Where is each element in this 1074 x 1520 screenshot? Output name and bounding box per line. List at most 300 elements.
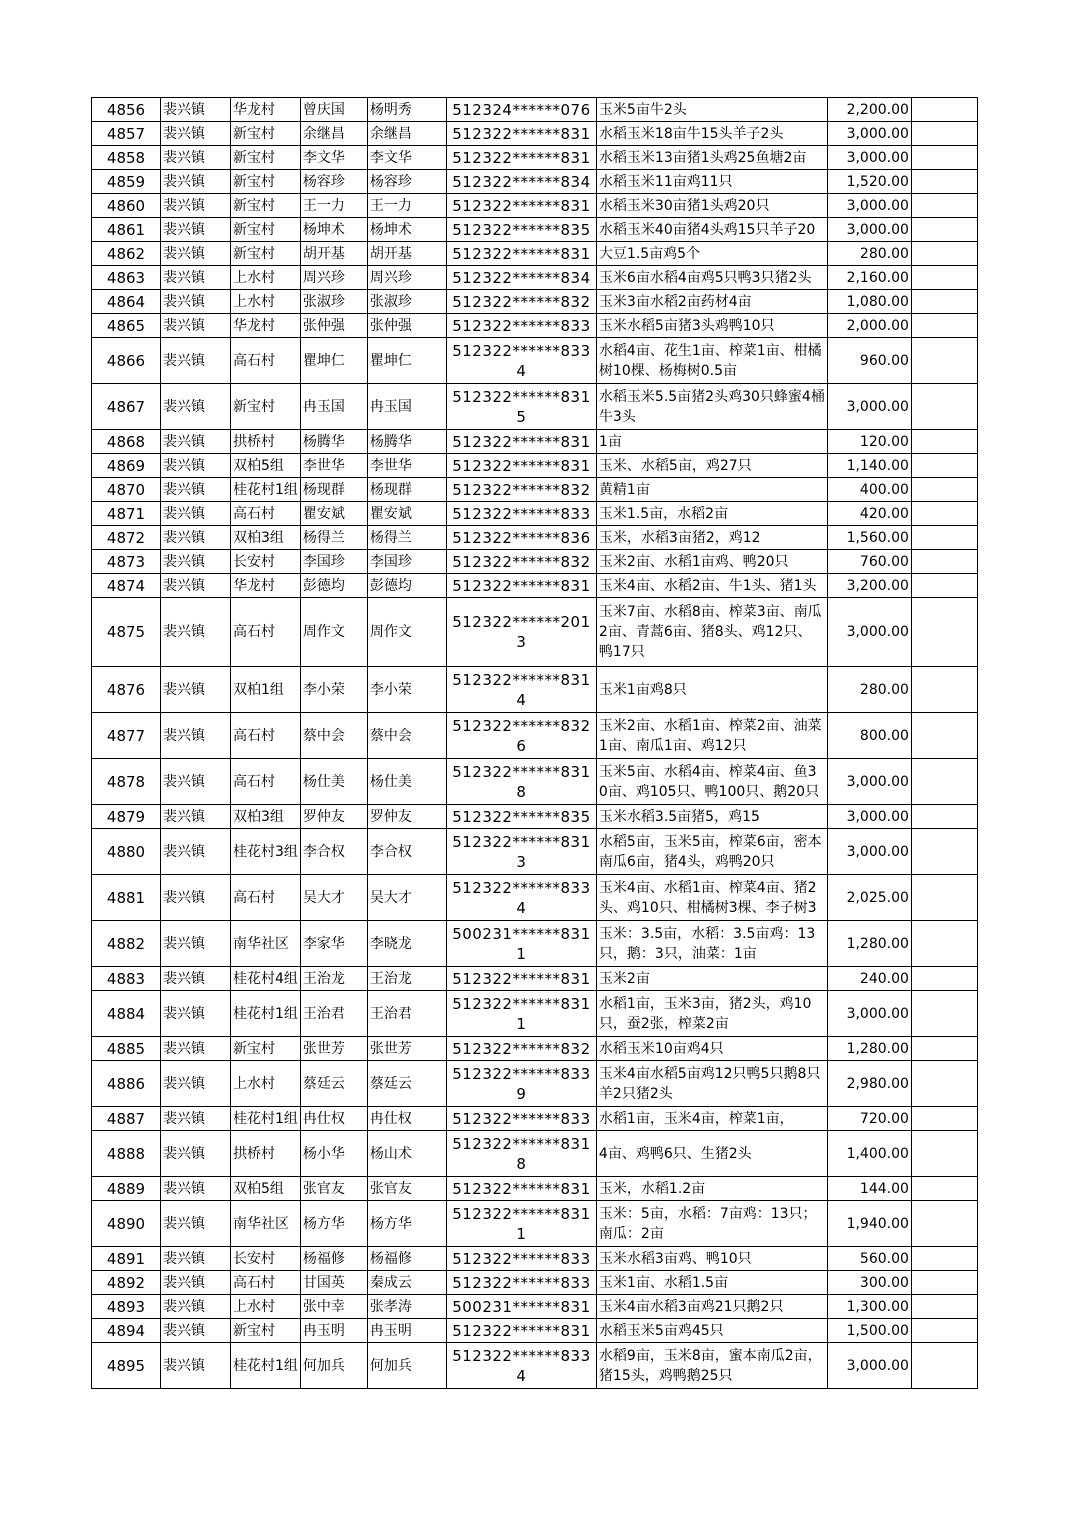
record-number: 4862 (92, 242, 161, 266)
table-row (92, 1177, 978, 1201)
town-cell: 裴兴镇 (161, 122, 231, 146)
town-cell: 裴兴镇 (161, 829, 231, 875)
record-number: 4857 (92, 122, 161, 146)
description-cell: 玉米、水稻5亩，鸡27只 (596, 454, 827, 478)
id-number-cell: 512322******833 (446, 314, 596, 338)
record-number: 4873 (92, 550, 161, 574)
amount-cell: 1,500.00 (827, 1319, 911, 1343)
description-cell: 玉米4亩、水稻2亩、牛1头、猪1头 (596, 574, 827, 598)
blank-cell (911, 218, 977, 242)
record-number: 4875 (92, 598, 161, 667)
amount-cell: 2,025.00 (827, 875, 911, 921)
household-name-cell: 瞿坤仁 (300, 338, 367, 384)
id-number-cell: 512322******8334 (446, 875, 596, 921)
household-name-cell: 瞿安斌 (300, 502, 367, 526)
town-cell: 裴兴镇 (161, 218, 231, 242)
blank-cell (911, 1295, 977, 1319)
description-cell: 玉米：3.5亩，水稻：3.5亩鸡：13只，鹅：3只，油菜：1亩 (596, 921, 827, 967)
id-number-cell: 512322******835 (446, 218, 596, 242)
amount-cell: 2,200.00 (827, 98, 911, 122)
table-row (92, 991, 978, 1037)
record-number: 4882 (92, 921, 161, 967)
payee-name-cell: 李晓龙 (367, 921, 446, 967)
id-number-cell: 512322******833 (446, 1271, 596, 1295)
household-name-cell: 杨福修 (300, 1247, 367, 1271)
payee-name-cell: 杨福修 (367, 1247, 446, 1271)
table-row (92, 218, 978, 242)
household-name-cell: 张中幸 (300, 1295, 367, 1319)
household-name-cell: 蔡中会 (300, 713, 367, 759)
table-row (92, 1037, 978, 1061)
household-name-cell: 何加兵 (300, 1343, 367, 1389)
town-cell: 裴兴镇 (161, 875, 231, 921)
blank-cell (911, 242, 977, 266)
amount-cell: 3,000.00 (827, 194, 911, 218)
household-name-cell: 周作文 (300, 598, 367, 667)
record-number: 4876 (92, 667, 161, 713)
amount-cell: 1,520.00 (827, 170, 911, 194)
record-number: 4890 (92, 1201, 161, 1247)
id-number-cell: 512322******836 (446, 526, 596, 550)
amount-cell: 3,000.00 (827, 991, 911, 1037)
village-cell: 华龙村 (231, 574, 301, 598)
blank-cell (911, 98, 977, 122)
payee-name-cell: 杨山术 (367, 1131, 446, 1177)
record-number: 4880 (92, 829, 161, 875)
record-number: 4861 (92, 218, 161, 242)
payee-name-cell: 李合权 (367, 829, 446, 875)
town-cell: 裴兴镇 (161, 502, 231, 526)
table-row (92, 526, 978, 550)
village-cell: 新宝村 (231, 242, 301, 266)
table-row (92, 1295, 978, 1319)
payee-name-cell: 蔡廷云 (367, 1061, 446, 1107)
description-cell: 玉米，水稻1.2亩 (596, 1177, 827, 1201)
blank-cell (911, 829, 977, 875)
record-number: 4860 (92, 194, 161, 218)
id-number-cell: 512322******833 (446, 1107, 596, 1131)
village-cell: 桂花村4组 (231, 967, 301, 991)
amount-cell: 240.00 (827, 967, 911, 991)
amount-cell: 760.00 (827, 550, 911, 574)
town-cell: 裴兴镇 (161, 921, 231, 967)
amount-cell: 560.00 (827, 1247, 911, 1271)
id-number-cell: 512322******8311 (446, 1201, 596, 1247)
household-name-cell: 余继昌 (300, 122, 367, 146)
id-number-cell: 512322******8334 (446, 338, 596, 384)
payee-name-cell: 瞿安斌 (367, 502, 446, 526)
blank-cell (911, 805, 977, 829)
household-name-cell: 杨小华 (300, 1131, 367, 1177)
blank-cell (911, 526, 977, 550)
payee-name-cell: 秦成云 (367, 1271, 446, 1295)
table-row (92, 478, 978, 502)
description-cell: 水稻4亩、花生1亩、榨菜1亩、柑橘树10棵、杨梅树0.5亩 (596, 338, 827, 384)
town-cell: 裴兴镇 (161, 805, 231, 829)
village-cell: 双柏3组 (231, 805, 301, 829)
household-name-cell: 杨容珍 (300, 170, 367, 194)
amount-cell: 3,000.00 (827, 598, 911, 667)
town-cell: 裴兴镇 (161, 242, 231, 266)
id-number-cell: 512322******8315 (446, 384, 596, 430)
description-cell: 玉米3亩水稻2亩药材4亩 (596, 290, 827, 314)
record-number: 4884 (92, 991, 161, 1037)
village-cell: 新宝村 (231, 218, 301, 242)
record-number: 4859 (92, 170, 161, 194)
town-cell: 裴兴镇 (161, 314, 231, 338)
blank-cell (911, 194, 977, 218)
household-name-cell: 蔡廷云 (300, 1061, 367, 1107)
description-cell: 水稻玉米18亩牛15头羊子2头 (596, 122, 827, 146)
description-cell: 玉米，水稻3亩猪2，鸡12 (596, 526, 827, 550)
blank-cell (911, 1201, 977, 1247)
blank-cell (911, 921, 977, 967)
description-cell: 玉米水稻5亩猪3头鸡鸭10只 (596, 314, 827, 338)
household-name-cell: 王治君 (300, 991, 367, 1037)
table-row (92, 384, 978, 430)
id-number-cell: 512322******832 (446, 550, 596, 574)
blank-cell (911, 598, 977, 667)
description-cell: 玉米：5亩，水稻：7亩鸡：13只；南瓜：2亩 (596, 1201, 827, 1247)
village-cell: 高石村 (231, 759, 301, 805)
household-name-cell: 李小荣 (300, 667, 367, 713)
town-cell: 裴兴镇 (161, 98, 231, 122)
record-number: 4874 (92, 574, 161, 598)
description-cell: 玉米1亩、水稻1.5亩 (596, 1271, 827, 1295)
description-cell: 水稻玉米40亩猪4头鸡15只羊子20 (596, 218, 827, 242)
table-row (92, 1131, 978, 1177)
village-cell: 新宝村 (231, 122, 301, 146)
record-number: 4856 (92, 98, 161, 122)
id-number-cell: 512322******831 (446, 242, 596, 266)
payee-name-cell: 何加兵 (367, 1343, 446, 1389)
household-name-cell: 张官友 (300, 1177, 367, 1201)
description-cell: 玉米5亩、水稻4亩、榨菜4亩、鱼30亩、鸡105只、鸭100只、鹅20只 (596, 759, 827, 805)
town-cell: 裴兴镇 (161, 430, 231, 454)
blank-cell (911, 1107, 977, 1131)
amount-cell: 2,000.00 (827, 314, 911, 338)
description-cell: 玉米2亩 (596, 967, 827, 991)
town-cell: 裴兴镇 (161, 454, 231, 478)
village-cell: 华龙村 (231, 314, 301, 338)
payee-name-cell: 杨得兰 (367, 526, 446, 550)
id-number-cell: 500231******8311 (446, 921, 596, 967)
id-number-cell: 512322******831 (446, 574, 596, 598)
description-cell: 玉米2亩、水稻1亩鸡、鸭20只 (596, 550, 827, 574)
blank-cell (911, 170, 977, 194)
record-number: 4863 (92, 266, 161, 290)
description-cell: 玉米1.5亩，水稻2亩 (596, 502, 827, 526)
amount-cell: 3,000.00 (827, 829, 911, 875)
amount-cell: 1,140.00 (827, 454, 911, 478)
village-cell: 双柏1组 (231, 667, 301, 713)
blank-cell (911, 1319, 977, 1343)
id-number-cell: 512322******835 (446, 805, 596, 829)
household-name-cell: 李世华 (300, 454, 367, 478)
description-cell: 玉米6亩水稻4亩鸡5只鸭3只猪2头 (596, 266, 827, 290)
household-name-cell: 罗仲友 (300, 805, 367, 829)
description-cell: 黄精1亩 (596, 478, 827, 502)
description-cell: 水稻1亩，玉米3亩，猪2头，鸡10只，蚕2张，榨菜2亩 (596, 991, 827, 1037)
amount-cell: 1,400.00 (827, 1131, 911, 1177)
description-cell: 玉米1亩鸡8只 (596, 667, 827, 713)
village-cell: 长安村 (231, 550, 301, 574)
blank-cell (911, 122, 977, 146)
description-cell: 水稻玉米13亩猪1头鸡25鱼塘2亩 (596, 146, 827, 170)
amount-cell: 1,940.00 (827, 1201, 911, 1247)
amount-cell: 1,280.00 (827, 921, 911, 967)
payee-name-cell: 余继昌 (367, 122, 446, 146)
household-name-cell: 杨腾华 (300, 430, 367, 454)
description-cell: 水稻9亩，玉米8亩，蜜本南瓜2亩，猪15头，鸡鸭鹅25只 (596, 1343, 827, 1389)
payee-name-cell: 杨坤术 (367, 218, 446, 242)
household-name-cell: 冉玉明 (300, 1319, 367, 1343)
description-cell: 水稻玉米5.5亩猪2头鸡30只蜂蜜4桶牛3头 (596, 384, 827, 430)
blank-cell (911, 991, 977, 1037)
id-number-cell: 512322******832 (446, 1037, 596, 1061)
blank-cell (911, 478, 977, 502)
household-name-cell: 彭德均 (300, 574, 367, 598)
town-cell: 裴兴镇 (161, 478, 231, 502)
table-row (92, 98, 978, 122)
blank-cell (911, 713, 977, 759)
id-number-cell: 512322******8313 (446, 829, 596, 875)
amount-cell: 3,200.00 (827, 574, 911, 598)
blank-cell (911, 574, 977, 598)
description-cell: 玉米5亩牛2头 (596, 98, 827, 122)
record-number: 4893 (92, 1295, 161, 1319)
record-number: 4886 (92, 1061, 161, 1107)
id-number-cell: 512322******831 (446, 454, 596, 478)
payee-name-cell: 杨明秀 (367, 98, 446, 122)
id-number-cell: 512322******2013 (446, 598, 596, 667)
amount-cell: 280.00 (827, 242, 911, 266)
record-number: 4891 (92, 1247, 161, 1271)
blank-cell (911, 146, 977, 170)
blank-cell (911, 314, 977, 338)
town-cell: 裴兴镇 (161, 713, 231, 759)
blank-cell (911, 1037, 977, 1061)
town-cell: 裴兴镇 (161, 967, 231, 991)
payee-name-cell: 周作文 (367, 598, 446, 667)
village-cell: 高石村 (231, 713, 301, 759)
description-cell: 水稻1亩，玉米4亩，榨菜1亩， (596, 1107, 827, 1131)
amount-cell: 1,560.00 (827, 526, 911, 550)
village-cell: 桂花村3组 (231, 829, 301, 875)
amount-cell: 3,000.00 (827, 759, 911, 805)
household-name-cell: 曾庆国 (300, 98, 367, 122)
payee-name-cell: 杨现群 (367, 478, 446, 502)
record-number: 4858 (92, 146, 161, 170)
id-number-cell: 512322******831 (446, 122, 596, 146)
table-row (92, 550, 978, 574)
table-row (92, 759, 978, 805)
payee-name-cell: 冉玉明 (367, 1319, 446, 1343)
village-cell: 高石村 (231, 502, 301, 526)
table-row (92, 1061, 978, 1107)
description-cell: 水稻玉米5亩鸡45只 (596, 1319, 827, 1343)
table-row (92, 967, 978, 991)
record-number: 4866 (92, 338, 161, 384)
village-cell: 华龙村 (231, 98, 301, 122)
table-row (92, 170, 978, 194)
record-number: 4889 (92, 1177, 161, 1201)
records-table (91, 97, 978, 1389)
description-cell: 水稻5亩，玉米5亩，榨菜6亩，密本南瓜6亩，猪4头，鸡鸭20只 (596, 829, 827, 875)
record-number: 4877 (92, 713, 161, 759)
record-number: 4887 (92, 1107, 161, 1131)
id-number-cell: 512322******8326 (446, 713, 596, 759)
table-row (92, 502, 978, 526)
id-number-cell: 512322******831 (446, 1177, 596, 1201)
id-number-cell: 512322******833 (446, 1247, 596, 1271)
table-row (92, 829, 978, 875)
town-cell: 裴兴镇 (161, 1177, 231, 1201)
table-row (92, 713, 978, 759)
payee-name-cell: 吴大才 (367, 875, 446, 921)
village-cell: 双柏5组 (231, 1177, 301, 1201)
payee-name-cell: 李小荣 (367, 667, 446, 713)
table-row (92, 290, 978, 314)
household-name-cell: 周兴珍 (300, 266, 367, 290)
table-row (92, 667, 978, 713)
payee-name-cell: 王一力 (367, 194, 446, 218)
blank-cell (911, 967, 977, 991)
description-cell: 玉米水稻3亩鸡、鸭10只 (596, 1247, 827, 1271)
town-cell: 裴兴镇 (161, 146, 231, 170)
household-name-cell: 杨现群 (300, 478, 367, 502)
village-cell: 上水村 (231, 1295, 301, 1319)
blank-cell (911, 384, 977, 430)
amount-cell: 144.00 (827, 1177, 911, 1201)
blank-cell (911, 454, 977, 478)
town-cell: 裴兴镇 (161, 598, 231, 667)
record-number: 4869 (92, 454, 161, 478)
village-cell: 新宝村 (231, 194, 301, 218)
id-number-cell: 512322******831 (446, 430, 596, 454)
payee-name-cell: 彭德均 (367, 574, 446, 598)
village-cell: 上水村 (231, 1061, 301, 1107)
town-cell: 裴兴镇 (161, 1319, 231, 1343)
amount-cell: 3,000.00 (827, 122, 911, 146)
table-row (92, 574, 978, 598)
record-number: 4868 (92, 430, 161, 454)
table-row (92, 430, 978, 454)
table-row (92, 1107, 978, 1131)
payee-name-cell: 王治君 (367, 991, 446, 1037)
village-cell: 上水村 (231, 266, 301, 290)
payee-name-cell: 杨容珍 (367, 170, 446, 194)
amount-cell: 280.00 (827, 667, 911, 713)
town-cell: 裴兴镇 (161, 574, 231, 598)
household-name-cell: 李合权 (300, 829, 367, 875)
table-row (92, 122, 978, 146)
blank-cell (911, 1131, 977, 1177)
household-name-cell: 甘国英 (300, 1271, 367, 1295)
village-cell: 拱桥村 (231, 430, 301, 454)
record-number: 4895 (92, 1343, 161, 1389)
amount-cell: 3,000.00 (827, 218, 911, 242)
household-name-cell: 王一力 (300, 194, 367, 218)
town-cell: 裴兴镇 (161, 194, 231, 218)
payee-name-cell: 王治龙 (367, 967, 446, 991)
table-row (92, 266, 978, 290)
town-cell: 裴兴镇 (161, 1343, 231, 1389)
payee-name-cell: 瞿坤仁 (367, 338, 446, 384)
payee-name-cell: 张官友 (367, 1177, 446, 1201)
village-cell: 长安村 (231, 1247, 301, 1271)
table-row (92, 1271, 978, 1295)
blank-cell (911, 502, 977, 526)
amount-cell: 400.00 (827, 478, 911, 502)
household-name-cell: 冉仕权 (300, 1107, 367, 1131)
table-row (92, 146, 978, 170)
village-cell: 高石村 (231, 598, 301, 667)
payee-name-cell: 张仲强 (367, 314, 446, 338)
amount-cell: 1,280.00 (827, 1037, 911, 1061)
household-name-cell: 李国珍 (300, 550, 367, 574)
village-cell: 双柏5组 (231, 454, 301, 478)
household-name-cell: 冉玉国 (300, 384, 367, 430)
payee-name-cell: 杨仕美 (367, 759, 446, 805)
blank-cell (911, 1061, 977, 1107)
description-cell: 水稻玉米11亩鸡11只 (596, 170, 827, 194)
table-row (92, 598, 978, 667)
blank-cell (911, 1247, 977, 1271)
town-cell: 裴兴镇 (161, 290, 231, 314)
household-name-cell: 张世芳 (300, 1037, 367, 1061)
id-number-cell: 512322******832 (446, 290, 596, 314)
amount-cell: 800.00 (827, 713, 911, 759)
blank-cell (911, 266, 977, 290)
record-number: 4871 (92, 502, 161, 526)
id-number-cell: 512322******8318 (446, 1131, 596, 1177)
household-name-cell: 王治龙 (300, 967, 367, 991)
town-cell: 裴兴镇 (161, 550, 231, 574)
description-cell: 水稻玉米30亩猪1头鸡20只 (596, 194, 827, 218)
record-number: 4870 (92, 478, 161, 502)
household-name-cell: 杨坤术 (300, 218, 367, 242)
id-number-cell: 512322******8311 (446, 991, 596, 1037)
payee-name-cell: 蔡中会 (367, 713, 446, 759)
amount-cell: 2,980.00 (827, 1061, 911, 1107)
village-cell: 桂花村1组 (231, 1343, 301, 1389)
household-name-cell: 杨仕美 (300, 759, 367, 805)
payee-name-cell: 杨腾华 (367, 430, 446, 454)
table-row (92, 1201, 978, 1247)
blank-cell (911, 338, 977, 384)
village-cell: 桂花村1组 (231, 478, 301, 502)
blank-cell (911, 1343, 977, 1389)
id-number-cell: 512322******831 (446, 194, 596, 218)
record-number: 4865 (92, 314, 161, 338)
town-cell: 裴兴镇 (161, 384, 231, 430)
town-cell: 裴兴镇 (161, 338, 231, 384)
id-number-cell: 512322******8334 (446, 1343, 596, 1389)
id-number-cell: 512322******831 (446, 146, 596, 170)
payee-name-cell: 罗仲友 (367, 805, 446, 829)
id-number-cell: 512322******832 (446, 478, 596, 502)
table-row (92, 875, 978, 921)
blank-cell (911, 875, 977, 921)
village-cell: 上水村 (231, 290, 301, 314)
village-cell: 新宝村 (231, 146, 301, 170)
village-cell: 高石村 (231, 1271, 301, 1295)
town-cell: 裴兴镇 (161, 170, 231, 194)
record-number: 4883 (92, 967, 161, 991)
payee-name-cell: 冉仕权 (367, 1107, 446, 1131)
household-name-cell: 吴大才 (300, 875, 367, 921)
